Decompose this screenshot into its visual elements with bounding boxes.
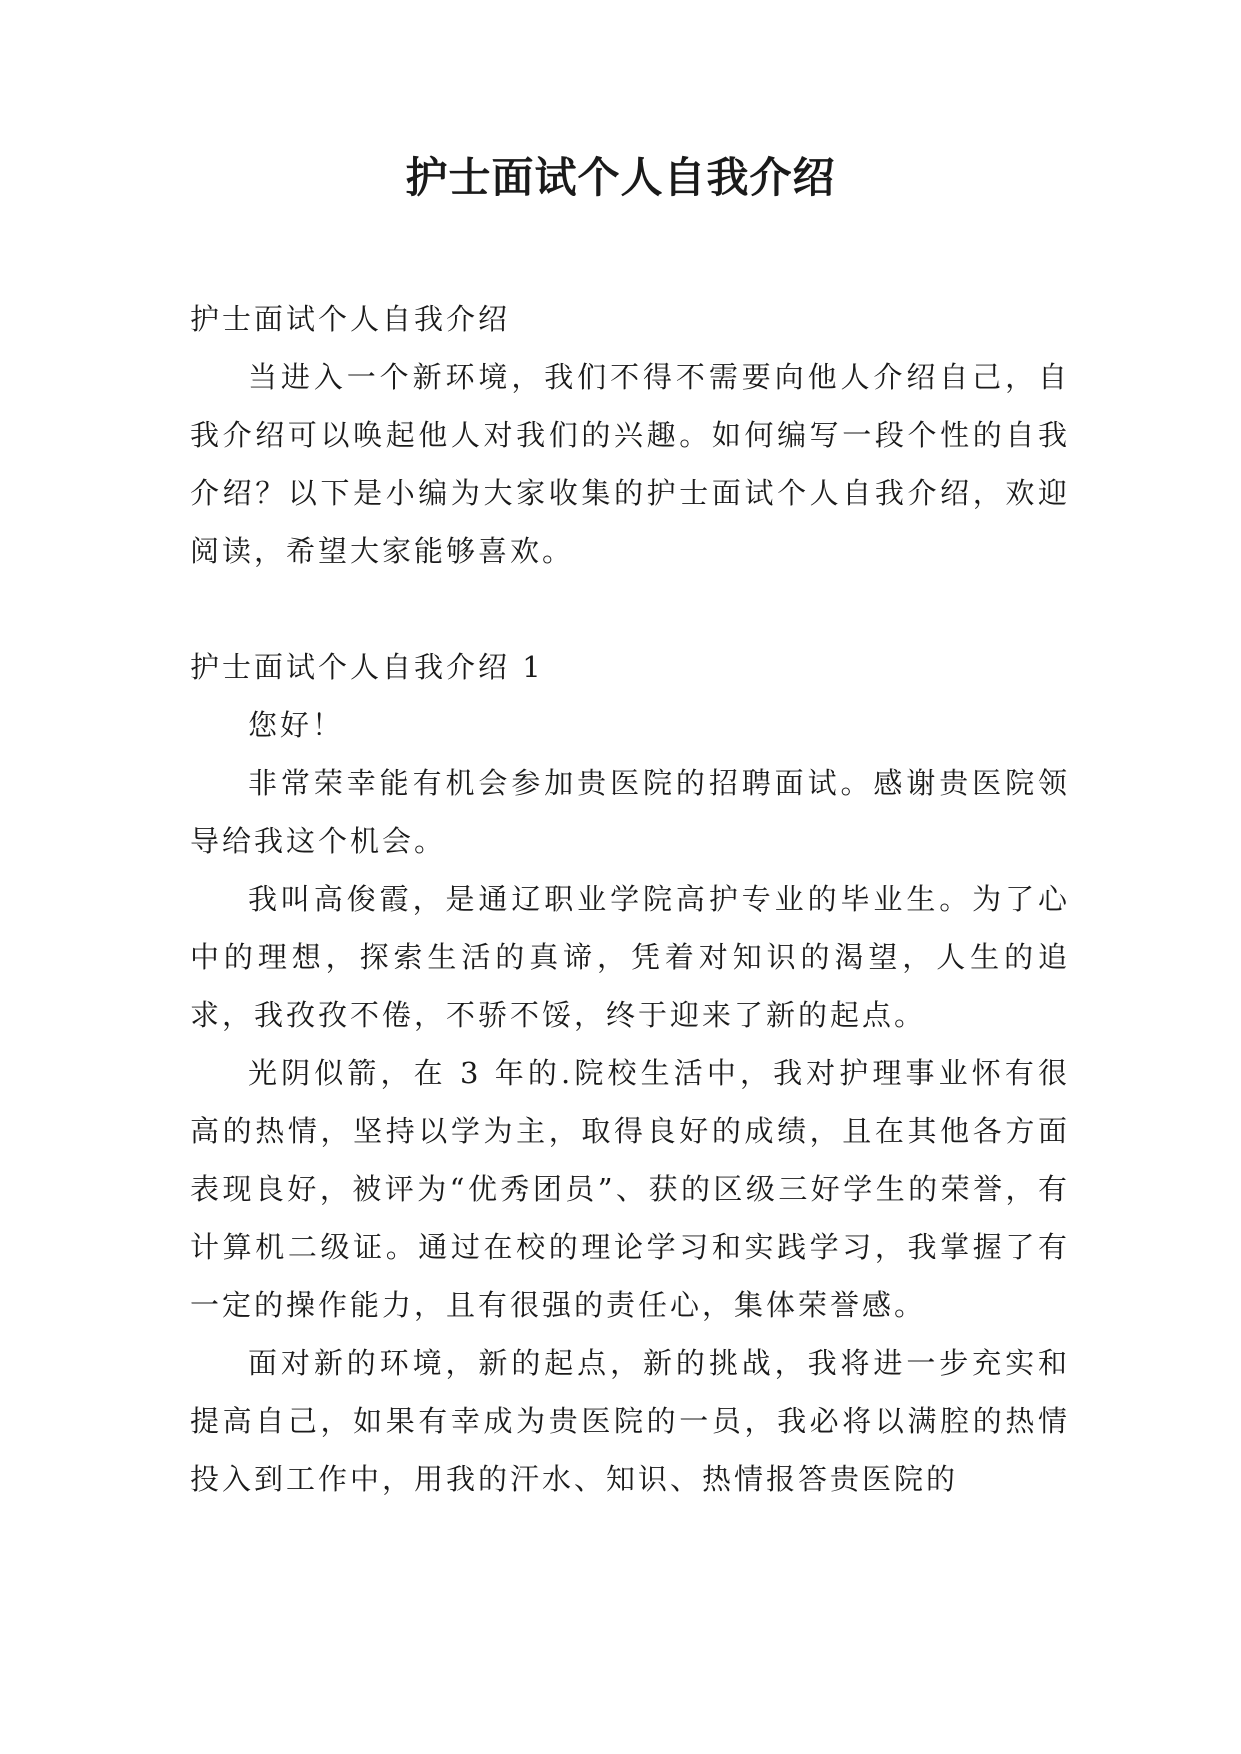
section-spacer <box>190 580 1070 638</box>
body-paragraph: 光阴似箭，在 3 年的.院校生活中，我对护理事业怀有很高的热情，坚持以学为主，取得良好的成绩，且在其他各方面表现良好，被评为“优秀团员”、获的区级三好学生的荣誉，有计算机二级证。通过在校的理论学习和实践学习，我掌握了有一定的操作能力，且有很强的责任心，集体荣誉感。 <box>190 1056 1070 1322</box>
body-paragraph: 非常荣幸能有机会参加贵医院的招聘面试。感谢贵医院领导给我这个机会。 <box>190 766 1070 858</box>
body-paragraph: 面对新的环境，新的起点，新的挑战，我将进一步充实和提高自己，如果有幸成为贵医院的一员，我必将以满腔的热情投入到工作中，用我的汗水、知识、热情报答贵医院的 <box>190 1346 1070 1496</box>
document-body <box>190 290 1070 1508</box>
greeting-paragraph: 您好！ <box>248 708 345 742</box>
section-heading: 护士面试个人自我介绍 1 <box>190 650 544 684</box>
intro-paragraph: 当进入一个新环境，我们不得不需要向他人介绍自己，自我介绍可以唤起他人对我们的兴趣。如何编写一段个性的自我介绍？以下是小编为大家收集的护士面试个人自我介绍，欢迎阅读，希望大家能够喜欢。 <box>190 360 1070 568</box>
document-subtitle: 护士面试个人自我介绍 <box>190 302 511 336</box>
body-paragraph: 我叫高俊霞，是通辽职业学院高护专业的毕业生。为了心中的理想，探索生活的真谛，凭着对知识的渴望，人生的追求，我孜孜不倦，不骄不馁，终于迎来了新的起点。 <box>190 882 1070 1032</box>
document-title: 护士面试个人自我介绍 <box>405 153 836 202</box>
